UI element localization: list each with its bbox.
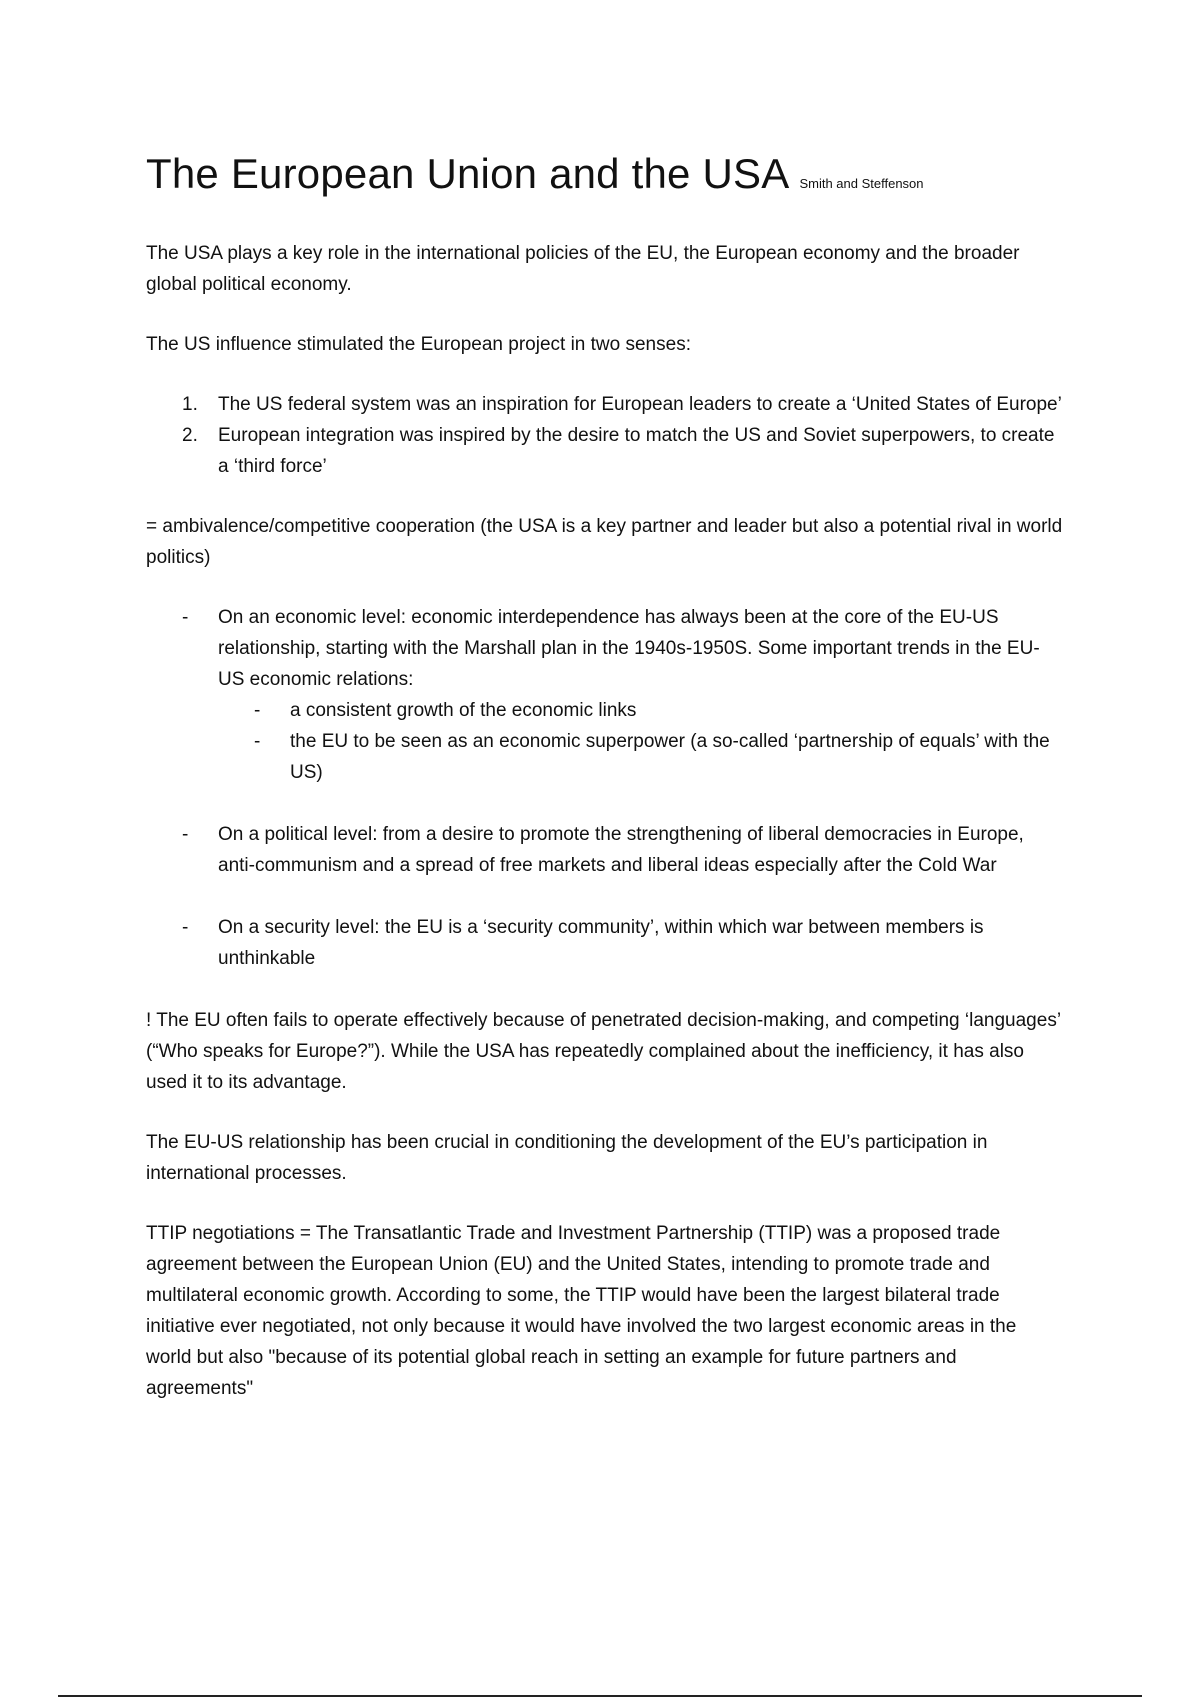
list-item bbox=[218, 726, 1066, 788]
list-number: 2. bbox=[182, 425, 198, 446]
list-number: 1. bbox=[182, 394, 198, 415]
list-item bbox=[146, 420, 1066, 482]
bullet-dash: - bbox=[254, 700, 261, 721]
list-item-text: The US federal system was an inspiration for European leaders to create a ‘United States of Europe’ bbox=[218, 394, 1062, 415]
footer-divider bbox=[58, 1695, 1142, 1697]
list-item-text: On an economic level: economic interdependence has always been at the core of the EU-US relationship, starting with the Marshall plan in the 1940s-1950S. Some important trends in the EU-US economic relations: bbox=[218, 607, 1040, 690]
list-item-text: On a security level: the EU is a ‘security community’, within which war between members is unthinkable bbox=[218, 917, 984, 969]
levels-list bbox=[146, 602, 1066, 974]
list-item-security bbox=[146, 912, 1066, 974]
ttip-paragraph: TTIP negotiations = The Transatlantic Trade and Investment Partnership (TTIP) was a proposed trade agreement between the European Union (EU) and the United States, intending to promote trade and multilateral economic growth. According to some, the TTIP would have been the largest bilateral trade initiative ever negotiated, not only because it would have involved the two largest economic areas in the world but also "because of its potential global reach in setting an example for future partners and agreements" bbox=[146, 1223, 1017, 1399]
relationship-paragraph: The EU-US relationship has been crucial in conditioning the development of the EU’s participation in international processes. bbox=[146, 1132, 988, 1184]
economic-trends-list bbox=[218, 695, 1066, 788]
senses-list bbox=[146, 389, 1066, 482]
ambivalence-paragraph: = ambivalence/competitive cooperation (the USA is a key partner and leader but also a potential rival in world politics) bbox=[146, 516, 1063, 568]
list-item-text: European integration was inspired by the desire to match the US and Soviet superpowers, to create a ‘third force’ bbox=[218, 425, 1055, 477]
list-item-economic bbox=[146, 602, 1066, 788]
bullet-dash: - bbox=[182, 607, 189, 628]
list-item bbox=[146, 389, 1066, 420]
list-item-political bbox=[146, 819, 1066, 881]
bullet-dash: - bbox=[182, 824, 189, 845]
bullet-dash: - bbox=[182, 917, 189, 938]
page-title: The European Union and the USA bbox=[146, 150, 790, 197]
influence-lead-paragraph: The US influence stimulated the European project in two senses: bbox=[146, 334, 691, 355]
bullet-dash: - bbox=[254, 731, 261, 752]
fails-note-paragraph: ! The EU often fails to operate effectively because of penetrated decision-making, and competing ‘languages’ (“Who speaks for Europe?”). While the USA has repeatedly complained about the inefficiency, it has also used it to its advantage. bbox=[146, 1010, 1061, 1093]
document-page bbox=[146, 150, 1066, 1433]
list-item-text: the EU to be seen as an economic superpower (a so-called ‘partnership of equals’ with the US) bbox=[290, 731, 1050, 783]
list-item-text: On a political level: from a desire to promote the strengthening of liberal democracies in Europe, anti-communism and a spread of free markets and liberal ideas especially after the Cold War bbox=[218, 824, 1024, 876]
intro-paragraph: The USA plays a key role in the international policies of the EU, the European economy and the broader global political economy. bbox=[146, 243, 1020, 295]
title-row bbox=[146, 150, 1066, 198]
list-item bbox=[218, 695, 1066, 726]
authors-label: Smith and Steffenson bbox=[799, 176, 924, 191]
list-item-text: a consistent growth of the economic links bbox=[290, 700, 637, 721]
